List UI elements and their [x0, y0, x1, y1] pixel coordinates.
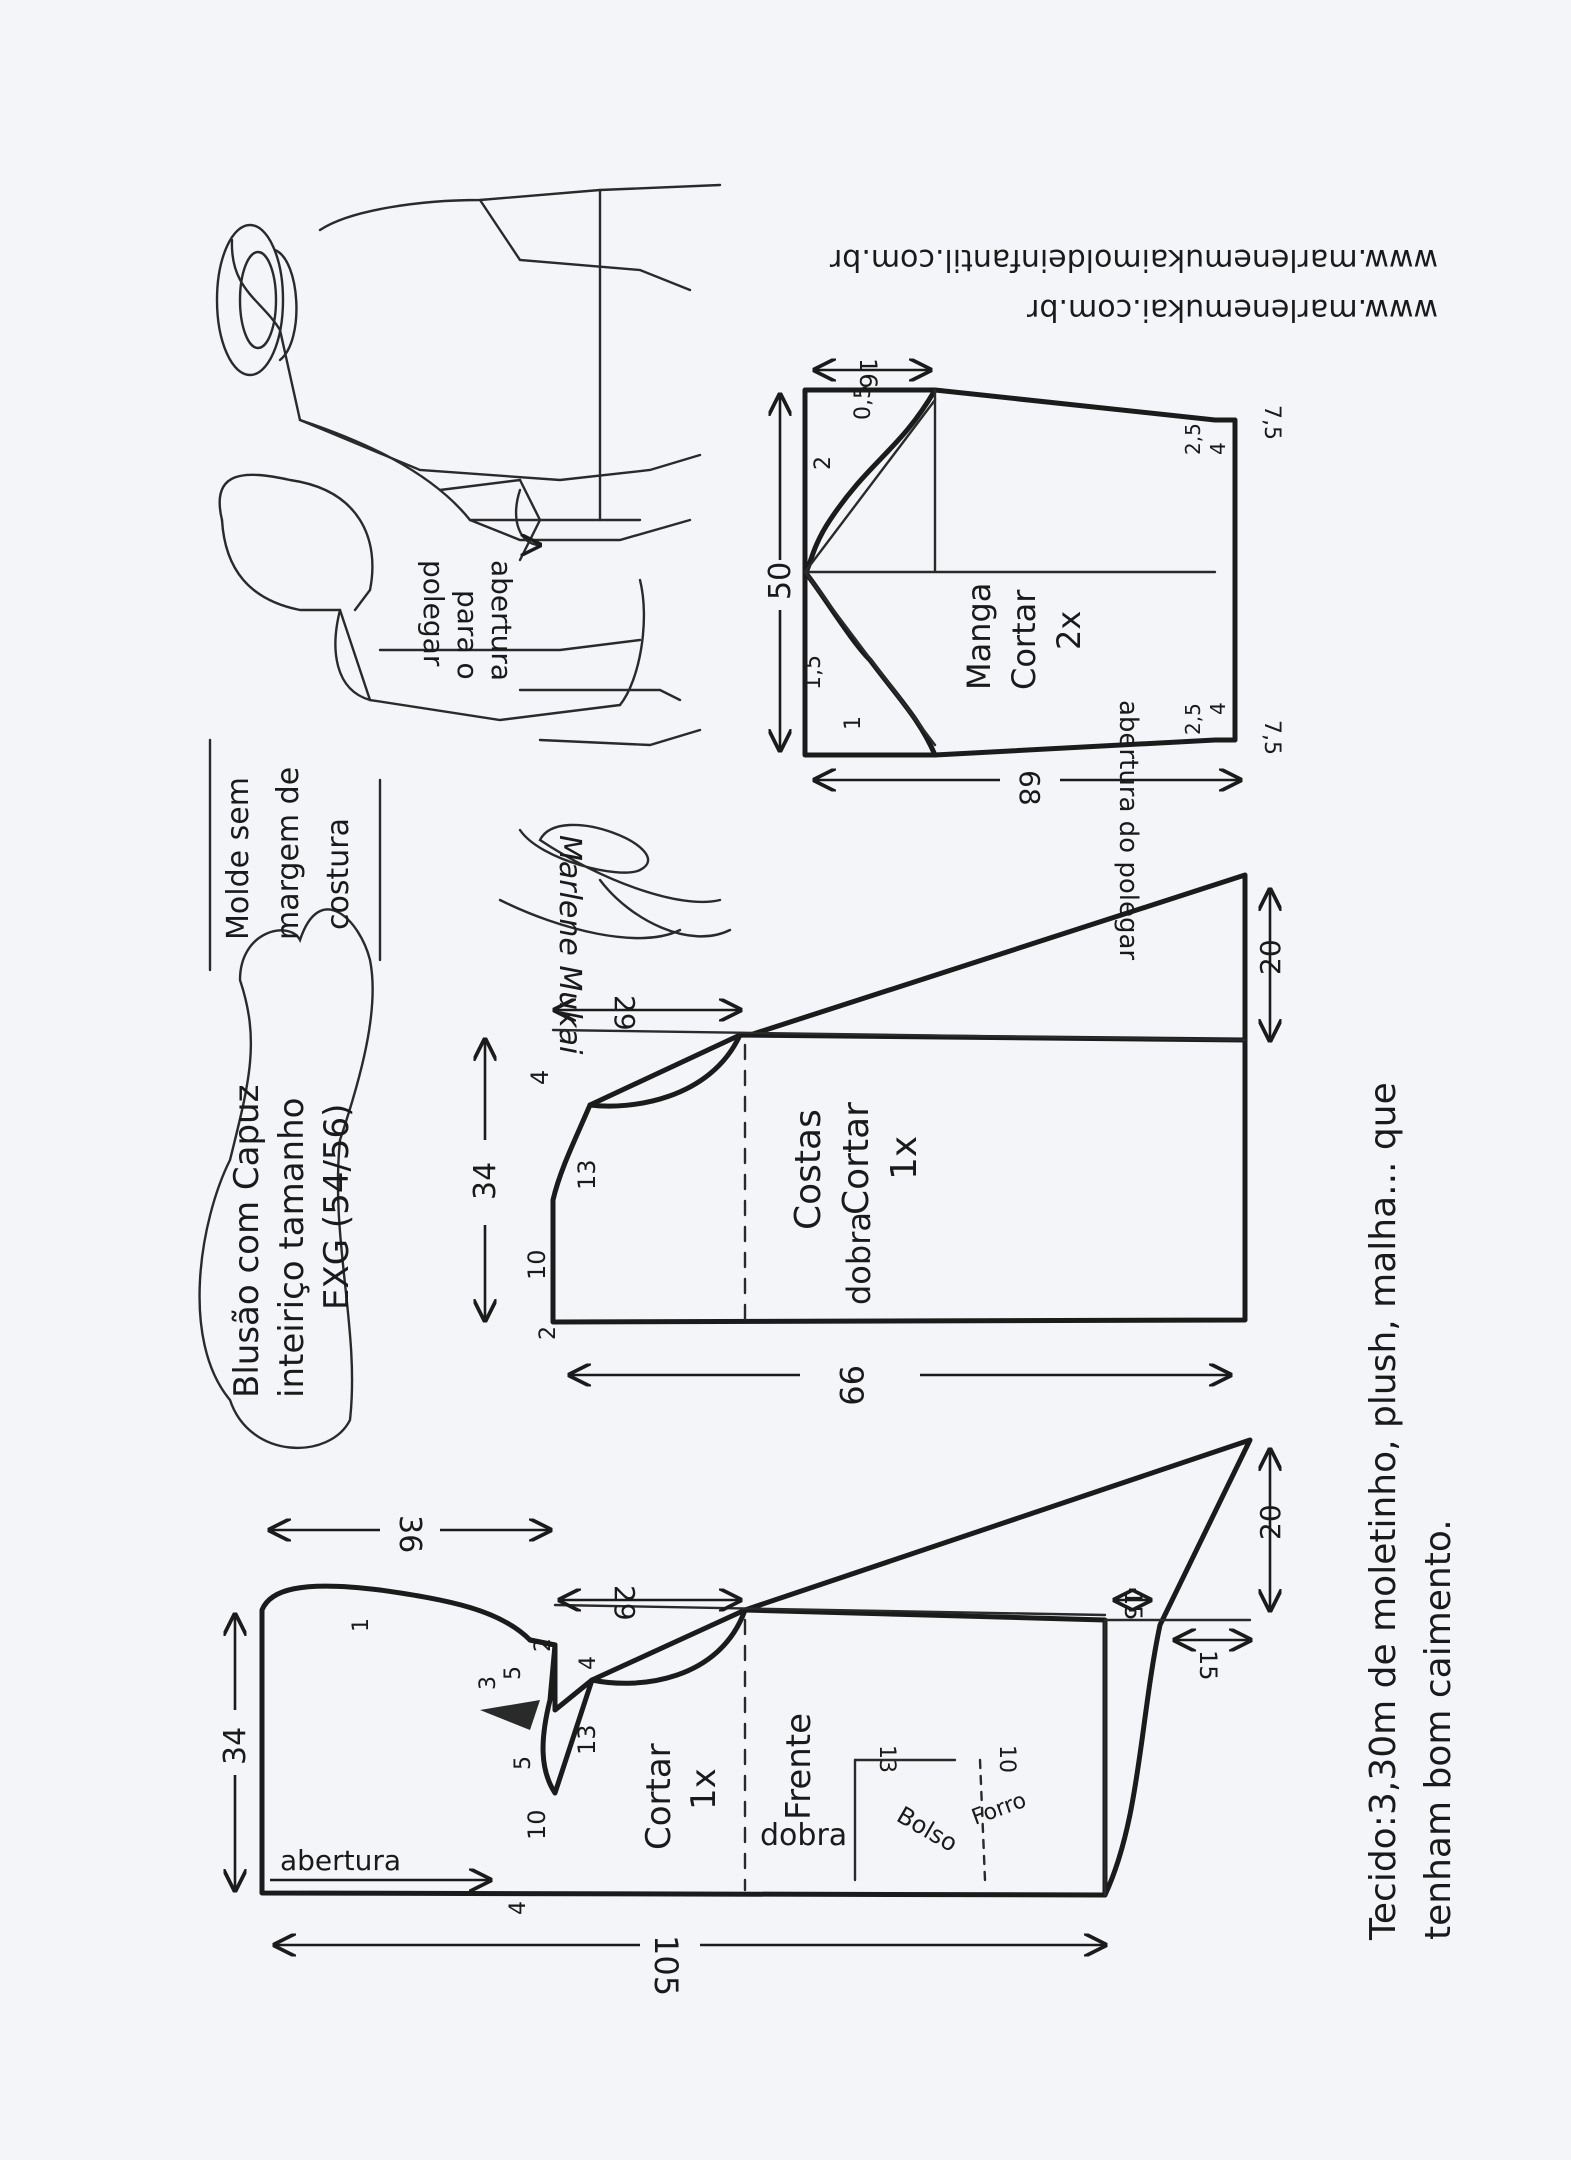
- back-piece: [468, 875, 1287, 1406]
- front-dim-hood-height: 34: [218, 1726, 253, 1765]
- sleeve-cut: Cortar: [1005, 589, 1043, 690]
- fabric-note: [1363, 1082, 1459, 1941]
- sleeve-dim-25a: 2,5: [1181, 423, 1205, 455]
- sleeve-thumb-hole: abertura do polegar: [1113, 700, 1143, 961]
- front-piece: [218, 1440, 1287, 1996]
- title-line2: inteiriço tamanho: [272, 1097, 312, 1398]
- front-opening: abertura: [280, 1844, 402, 1877]
- front-dim-side-15b: 15: [1194, 1650, 1222, 1681]
- sleeve-dim-15: 1,5: [801, 655, 826, 690]
- sleeve-piece: [763, 358, 1284, 960]
- back-name: Costas: [788, 1109, 829, 1230]
- back-dim-13: 13: [573, 1159, 601, 1190]
- back-cut: Cortar: [836, 1102, 877, 1215]
- sleeve-dim-4a: 4: [1206, 442, 1230, 455]
- back-fold: dobra: [840, 1212, 878, 1305]
- sleeve-dim-1: 1: [841, 716, 866, 730]
- back-dim-2: 2: [536, 1326, 561, 1340]
- title-line1: Blusão com Capuz: [227, 1084, 267, 1398]
- front-cut: Cortar: [639, 1743, 679, 1850]
- sleeve-dim-4b: 4: [1206, 702, 1230, 715]
- back-dim-10: 10: [523, 1249, 551, 1280]
- sleeve-name: Manga: [960, 582, 998, 690]
- front-dim-neck-1: 1: [349, 1618, 374, 1632]
- front-dim-hood-width: 36: [392, 1515, 427, 1554]
- sleeve-dim-25b: 2,5: [1181, 703, 1205, 735]
- back-dim-neck: 34: [468, 1161, 503, 1200]
- front-dim-length: 105: [647, 1935, 685, 1997]
- note-box: [210, 740, 380, 970]
- sketch-note-group: [417, 490, 540, 681]
- back-dim-shoulder: 29: [608, 995, 641, 1031]
- front-dim-neck-5a: 5: [501, 1666, 526, 1680]
- note-line1: Molde sem: [221, 777, 256, 940]
- note-line2: margem de: [271, 766, 306, 940]
- front-dim-neck-5b: 5: [511, 1756, 536, 1770]
- websites: [829, 242, 1438, 327]
- website-1: www.marlenemukai.com.br: [1027, 292, 1438, 327]
- front-dim-side-15a: 15: [1119, 1590, 1147, 1621]
- back-dim-4: 4: [526, 1069, 554, 1085]
- front-dim-opening-4: 4: [506, 1901, 531, 1915]
- sleeve-qty: 2x: [1050, 610, 1088, 650]
- sleeve-dim-cap: 16: [854, 358, 882, 389]
- fabric-line1: 3,30m de moletinho, plush, malha... que: [1363, 1082, 1404, 1815]
- front-lining: Forro: [968, 1787, 1030, 1831]
- back-dim-hem: 20: [1254, 939, 1287, 975]
- front-dim-neck-2: 2: [531, 1638, 556, 1652]
- sleeve-dim-75a: 7,5: [1259, 405, 1284, 440]
- sleeve-dim-05: 0,5: [851, 385, 876, 420]
- signature-text: Marlene Mukai: [552, 835, 587, 1055]
- front-dim-hem: 20: [1254, 1504, 1287, 1540]
- front-qty: 1x: [684, 1768, 724, 1810]
- website-2: www.marlenemukaimoldeinfantil.com.br: [829, 242, 1438, 277]
- sketch-note-line2: para o: [451, 590, 484, 680]
- front-dim-pocket-13: 13: [874, 1745, 899, 1773]
- fabric-label: Tecido:: [1363, 1815, 1404, 1940]
- sketch-note-line1: abertura: [485, 560, 518, 682]
- front-name: Frente: [779, 1712, 819, 1820]
- sleeve-dim-2: 2: [811, 456, 836, 470]
- note-line3: costura: [321, 818, 356, 930]
- front-fold: dobra: [760, 1818, 848, 1853]
- back-qty: 1x: [884, 1135, 925, 1180]
- front-dart: [480, 1700, 540, 1730]
- title-line3: EXG (54/56): [317, 1103, 357, 1310]
- back-armhole: [590, 875, 1245, 1106]
- front-dim-neck-10: 10: [523, 1809, 551, 1840]
- front-dim-neck-4: 4: [576, 1656, 601, 1670]
- front-dim-shoulder: 29: [608, 1585, 641, 1621]
- sleeve-dim-length: 68: [1013, 770, 1046, 806]
- title-bubble: [200, 909, 373, 1447]
- sketch-note-line3: polegar: [417, 560, 450, 667]
- back-dim-length: 99: [832, 1365, 870, 1406]
- front-pocket: Bolso: [892, 1800, 963, 1858]
- front-dim-pocket-10: 10: [994, 1745, 1019, 1773]
- sleeve-dim-width: 50: [763, 561, 798, 600]
- sleeve-dim-75b: 7,5: [1259, 720, 1284, 755]
- front-dim-neck-3: 3: [476, 1676, 501, 1690]
- fabric-line2: tenham bom caimento.: [1418, 1519, 1459, 1940]
- front-dim-neck-13: 13: [573, 1724, 601, 1755]
